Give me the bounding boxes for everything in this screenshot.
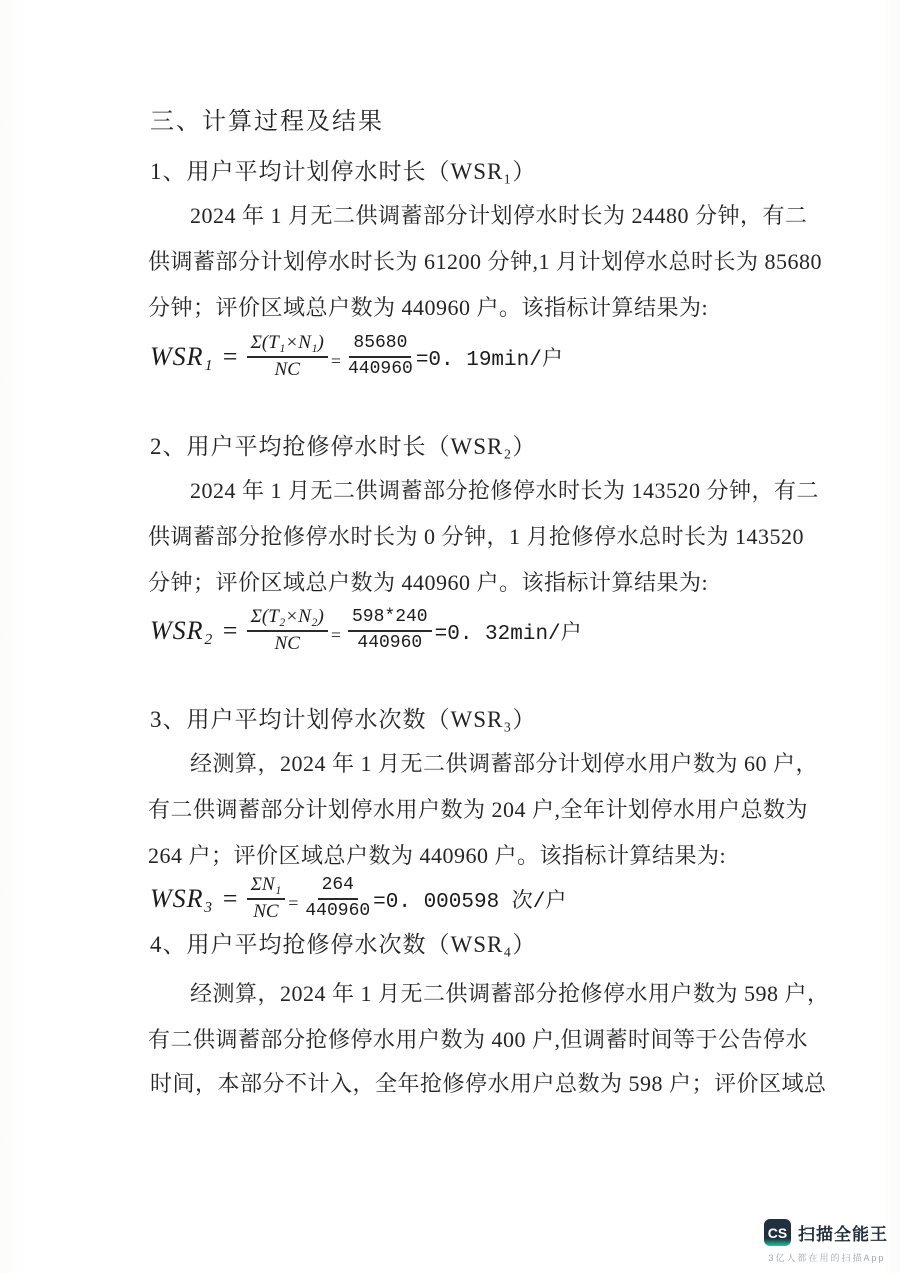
camscanner-logo-icon: CS	[764, 1219, 791, 1246]
formula-result: =0. 19min/户	[415, 348, 563, 372]
section-4-paragraph-line: 时间，本部分不计入，全年抢修停水用户总数为 598 户；评价区域总	[150, 1071, 827, 1096]
fraction-denominator: 440960	[305, 900, 371, 921]
watermark-app-name: 扫描全能王	[798, 1225, 888, 1244]
fraction-denominator: NC	[274, 358, 300, 380]
fraction-denominator: NC	[253, 900, 279, 922]
section-1-paragraph-line: 分钟；评价区域总户数为 440960 户。该指标计算结果为:	[148, 295, 709, 320]
fraction-numeric	[305, 875, 370, 922]
section-3-paragraph-line: 经测算，2024 年 1 月无二供调蓄部分计划停水用户数为 60 户，	[190, 751, 819, 776]
section-4-paragraph-line: 有二供调蓄部分抢修停水用户数为 400 户,但调蓄时间等于公告停水	[148, 1027, 809, 1052]
formula-wsr3	[150, 874, 566, 924]
watermark-tagline: 3亿人都在用的扫描App	[768, 1253, 886, 1263]
fraction-numerator: 598*240	[348, 607, 432, 632]
section-4-title: 4、用户平均抢修停水次数（WSR₄）	[150, 932, 537, 957]
fraction-symbolic	[247, 606, 328, 656]
fraction-denominator: 440960	[348, 358, 413, 379]
fraction-numerator: 264	[318, 875, 358, 900]
section-4-paragraph-line: 经测算，2024 年 1 月无二供调蓄部分抢修停水用户数为 598 户，	[190, 981, 830, 1006]
formula-lhs: WSR₁ =	[150, 341, 240, 371]
fraction-numeric	[348, 333, 413, 380]
watermark-logo-row	[764, 1219, 890, 1246]
document-heading: 三、计算过程及结果	[150, 109, 384, 135]
formula-wsr1	[150, 332, 563, 382]
formula-result: =0. 000598 次/户	[373, 890, 567, 914]
fraction-numeric	[348, 607, 432, 654]
formula-lhs: WSR₃ =	[150, 883, 240, 913]
section-1-title: 1、用户平均计划停水时长（WSR₁）	[150, 159, 537, 184]
equals-sign: =	[330, 625, 341, 646]
fraction-numerator: Σ(T₁×N₁)	[247, 332, 328, 358]
section-2-paragraph-line: 2024 年 1 月无二供调蓄部分抢修停水时长为 143520 分钟，有二	[190, 478, 820, 503]
fraction-denominator: NC	[274, 632, 300, 654]
formula-result: =0. 32min/户	[434, 622, 582, 646]
section-3-title: 3、用户平均计划停水次数（WSR₃）	[150, 707, 537, 732]
section-1-paragraph-line: 供调蓄部分计划停水时长为 61200 分钟,1 月计划停水总时长为 85680	[148, 249, 823, 274]
equals-sign: =	[288, 893, 299, 914]
section-3-paragraph-line: 有二供调蓄部分计划停水用户数为 204 户,全年计划停水用户总数为	[148, 797, 809, 822]
fraction-denominator: 440960	[357, 632, 423, 653]
section-2-paragraph-line: 供调蓄部分抢修停水时长为 0 分钟，1 月抢修停水总时长为 143520	[148, 524, 805, 549]
fraction-numerator: ΣN₁	[247, 874, 286, 900]
section-2-paragraph-line: 分钟；评价区域总户数为 440960 户。该指标计算结果为:	[148, 570, 709, 595]
section-1-paragraph-line: 2024 年 1 月无二供调蓄部分计划停水时长为 24480 分钟，有二	[190, 203, 808, 228]
fraction-symbolic	[247, 874, 286, 924]
camscanner-watermark	[764, 1219, 890, 1264]
section-2-title: 2、用户平均抢修停水时长（WSR₂）	[150, 434, 537, 459]
fraction-numerator: Σ(T₂×N₂)	[247, 606, 328, 632]
formula-lhs: WSR₂ =	[150, 615, 240, 645]
section-3-paragraph-line: 264 户；评价区域总户数为 440960 户。该指标计算结果为:	[148, 843, 727, 868]
fraction-symbolic	[247, 332, 328, 382]
formula-wsr2	[150, 606, 582, 656]
fraction-numerator: 85680	[349, 333, 411, 358]
equals-sign: =	[330, 351, 341, 372]
